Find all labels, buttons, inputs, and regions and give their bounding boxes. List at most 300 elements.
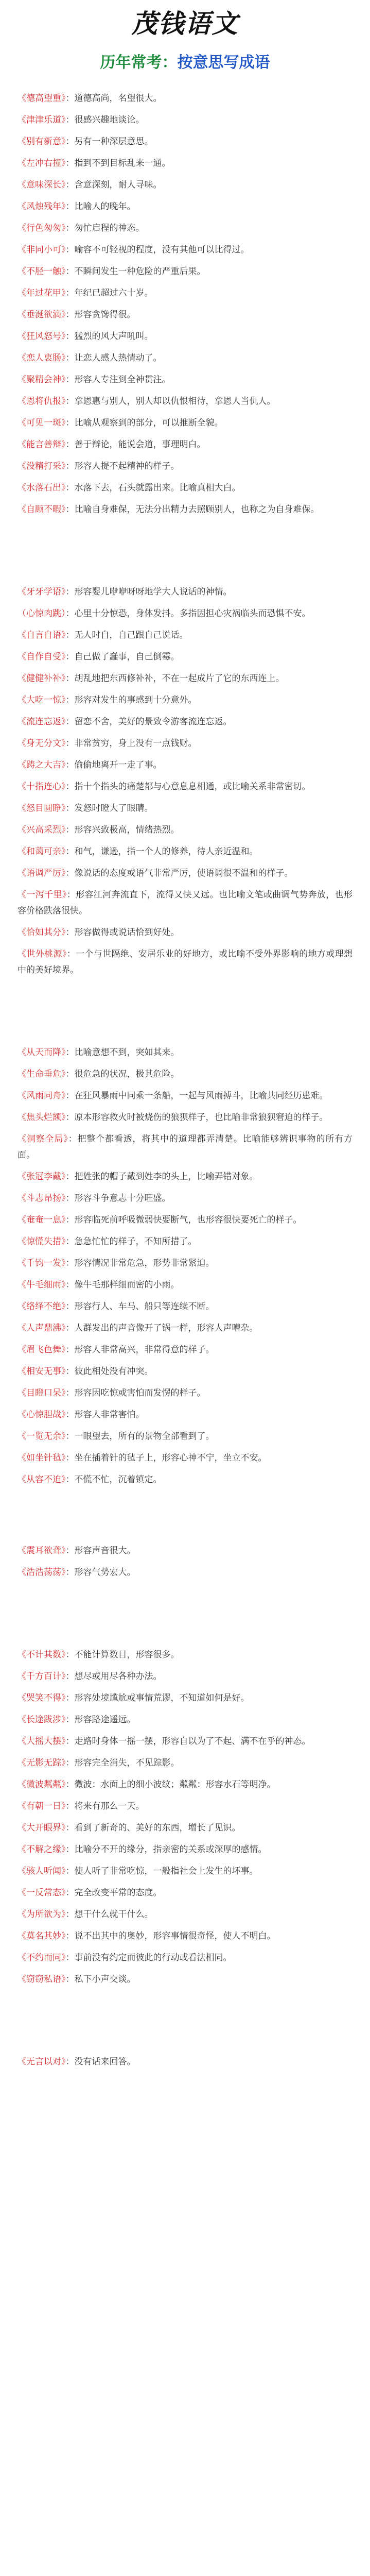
colon: ： [65, 652, 75, 662]
idiom-entry [17, 1669, 353, 1685]
colon: ： [65, 673, 75, 684]
colon: ： [65, 608, 75, 619]
idiom-definition: 使人听了非常吃惊，一般指社会上发生的坏事。 [74, 1866, 258, 1876]
idiom-entry [17, 1907, 353, 1923]
idiom-definition: 像说话的态度或语气非常严厉，使语调很不温和的样子。 [74, 868, 293, 878]
idiom-definition: 形容做得或说话恰到好处。 [74, 927, 180, 938]
idiom-term: 《洞察全局》 [17, 1134, 68, 1144]
colon: ： [65, 1866, 75, 1876]
idiom-term: 《踌之大吉》 [17, 760, 66, 770]
colon: ： [65, 630, 75, 640]
idiom-term: 《张冠李戴》 [17, 1172, 66, 1182]
idiom-definition: 形容对发生的事感到十分意外。 [74, 695, 197, 705]
idiom-term: 《非同小可》 [17, 245, 66, 255]
idiom-entry [17, 1277, 353, 1293]
title-topic: 按意思写成语 [177, 54, 270, 72]
idiom-definition: 形容江河奔流直下，流得又快又远。也比喻文笔或曲调气势奔放，也形容价格跌落很快。 [17, 890, 353, 916]
colon: ： [65, 418, 75, 428]
colon: ： [65, 396, 75, 406]
idiom-entry [17, 221, 353, 236]
idiom-entry [17, 822, 353, 838]
idiom-term: 《自言自语》 [17, 630, 66, 640]
colon: ： [65, 93, 75, 104]
section-spacer [17, 1993, 353, 2054]
idiom-definition: 非常贫穷，身上没有一点钱财。 [74, 738, 197, 749]
idiom-definition: 含意深刻，耐人寻味。 [74, 180, 162, 190]
colon: ： [65, 1823, 75, 1833]
idiom-definition: 原本形容救火时被烧伤的狼狈样子，也比喻非常狼狈窘迫的样子。 [74, 1112, 328, 1123]
colon: ： [65, 1931, 75, 1941]
idiom-definition: 比喻自身难保，无法分出精力去照顾别人，也称之为自身难保。 [74, 504, 320, 515]
idiom-definition: 年纪已超过六十岁。 [74, 288, 153, 298]
colon: ： [65, 1323, 75, 1333]
idiom-term: 《可见一斑》 [17, 418, 66, 428]
idiom-term: 《流连忘返》 [17, 717, 66, 727]
idiom-term: 《左冲右撞》 [17, 158, 66, 168]
idiom-entry [17, 1256, 353, 1272]
colon: ： [68, 1134, 78, 1144]
idiom-entry [17, 1066, 353, 1082]
idiom-term: 《不胫一触》 [17, 266, 66, 277]
idiom-term: 《大摇大摆》 [17, 1736, 66, 1747]
idiom-term: 《生命垂危》 [17, 1069, 66, 1079]
idiom-term: 《长途跋涉》 [17, 1715, 66, 1725]
colon: ： [65, 1280, 75, 1290]
idiom-definition: 想尽或用尽各种办法。 [74, 1671, 162, 1682]
idiom-entry [17, 1820, 353, 1836]
idiom-entry [17, 156, 353, 172]
idiom-entry [17, 1088, 353, 1104]
colon: ： [65, 1091, 75, 1101]
idiom-entry [17, 801, 353, 817]
colon: ： [65, 1888, 75, 1898]
idiom-entry [17, 350, 353, 366]
idiom-entry [17, 887, 353, 919]
colon: ： [65, 223, 75, 233]
idiom-entry [17, 1885, 353, 1901]
idiom-entry [17, 177, 353, 193]
idiom-term: 《聚精会神》 [17, 375, 66, 385]
idiom-term: 《世外桃源》 [17, 949, 67, 959]
colon: ： [65, 717, 75, 727]
idiom-term: 《目瞪口呆》 [17, 1388, 66, 1398]
idiom-entry [17, 1863, 353, 1879]
colon: ： [65, 760, 75, 770]
idiom-term: 《不解之缘》 [17, 1844, 66, 1855]
idiom-entry [17, 584, 353, 600]
idiom-entry [17, 671, 353, 687]
idiom-definition: 水落下去，石头就露出来。比喻真相大白。 [74, 483, 241, 493]
colon: ： [65, 1715, 75, 1725]
idiom-definition: 看到了新奇的、美好的东西，增长了见识。 [74, 1823, 241, 1833]
idiom-definition: 微波：水面上的细小波纹；粼粼：形容水石等明净。 [74, 1780, 276, 1790]
idiom-definition: 把整个都看透，将其中的道理都弄清楚。比喻能够辨识事物的所有方面。 [17, 1134, 353, 1160]
colon: ： [65, 201, 75, 212]
colon: ： [65, 2057, 75, 2067]
page-title [17, 54, 353, 72]
idiom-entry [17, 1429, 353, 1445]
idiom-entry [17, 1110, 353, 1126]
colon: ： [65, 245, 75, 255]
colon: ： [65, 1172, 75, 1182]
idiom-term: 《和蔼可亲》 [17, 846, 66, 857]
colon: ： [65, 1258, 75, 1268]
colon: ： [65, 1974, 75, 1985]
idiom-entry [17, 372, 353, 388]
idiom-term: 《恩将仇报》 [17, 396, 66, 406]
idiom-definition: 私下小声交谈。 [74, 1974, 136, 1985]
idiom-term: 《风雨同舟》 [17, 1091, 66, 1101]
idiom-term: 《兴高采烈》 [17, 825, 66, 835]
idiom-entry [17, 1734, 353, 1750]
idiom-definition: 事前没有约定而彼此的行动或看法相同。 [74, 1953, 232, 1963]
idiom-definition: 形容声音很大。 [74, 1546, 136, 1556]
idiom-entry [17, 925, 353, 941]
idiom-entry [17, 1690, 353, 1706]
idiom-term: 《窃窃私语》 [17, 1974, 66, 1985]
colon: ： [65, 375, 75, 385]
colon: ： [65, 1909, 75, 1920]
idiom-entry [17, 1299, 353, 1315]
colon: ： [65, 1236, 75, 1247]
idiom-definition: 形容斗争意志十分旺盛。 [74, 1193, 171, 1204]
colon: ： [65, 1736, 75, 1747]
idiom-term: 《意味深长》 [17, 180, 66, 190]
idiom-term: 《相安无事》 [17, 1366, 66, 1377]
idiom-definition: 胡乱地把东西修补补，不在一起成片了它的东西连上。 [74, 673, 285, 684]
idiom-entry [17, 1565, 353, 1581]
idiom-term: 《有朝一日》 [17, 1801, 66, 1811]
idiom-definition: 比喻从观察到的部分，可以推断全貌。 [74, 418, 223, 428]
colon: ： [65, 1693, 75, 1703]
idiom-definition: 不慌不忙，沉着镇定。 [74, 1475, 162, 1485]
idiom-definition: 形容气势宏大。 [74, 1567, 136, 1578]
idiom-term: 《如坐针毡》 [17, 1453, 66, 1463]
section-spacer [17, 984, 353, 1045]
idiom-entry [17, 779, 353, 795]
idiom-term: 《千方百计》 [17, 1671, 66, 1682]
idiom-entry [17, 394, 353, 410]
idiom-entry [17, 1320, 353, 1336]
idiom-definition: 说不出其中的奥妙，形容事情很奇怪，使人不明白。 [74, 1931, 276, 1941]
idiom-definition: 形容人专注到全神贯注。 [74, 375, 171, 385]
idiom-entry [17, 1385, 353, 1401]
idiom-term: 《德高望重》 [17, 93, 66, 104]
idiom-definition: 形容行人、车马、船只等连续不断。 [74, 1301, 215, 1312]
idiom-entry [17, 714, 353, 730]
idiom-definition: 形容情况非常危急，形势非常紧迫。 [74, 1258, 215, 1268]
idiom-term: 《骇人听闻》 [17, 1866, 66, 1876]
idiom-term: 《大吃一惊》 [17, 695, 66, 705]
idiom-term: 《一览无余》 [17, 1431, 66, 1442]
colon: ： [65, 1953, 75, 1963]
idiom-entry [17, 1131, 353, 1163]
idiom-term: 《恰如其分》 [17, 927, 66, 938]
idiom-entry [17, 1450, 353, 1466]
idiom-entry [17, 866, 353, 882]
idiom-term: 《十指连心》 [17, 782, 66, 792]
idiom-entry [17, 1712, 353, 1728]
idiom-entry [17, 736, 353, 752]
idiom-definition: 另有一种深层意思。 [74, 137, 153, 147]
idiom-entry [17, 1777, 353, 1793]
colon: ： [65, 137, 75, 147]
idiom-definition: 形容路途遥远。 [74, 1715, 136, 1725]
colon: ： [65, 868, 75, 878]
entry-section [17, 2054, 353, 2070]
idiom-term: 《牙牙学语》 [17, 587, 66, 597]
idiom-definition: 发怒时瞪大了眼睛。 [74, 803, 153, 814]
colon: ： [65, 1801, 75, 1811]
idiom-entry [17, 307, 353, 323]
idiom-entry [17, 415, 353, 431]
idiom-entry [17, 1842, 353, 1858]
idiom-entry [17, 480, 353, 496]
idiom-term: 《自作自受》 [17, 652, 66, 662]
brand-logo: 茂钱语文 [131, 8, 239, 39]
colon: ： [65, 1475, 75, 1485]
idiom-term: 《风烛残年》 [17, 201, 66, 212]
idiom-entry [17, 1928, 353, 1944]
colon: ： [65, 695, 75, 705]
idiom-definition: 自己做了蠢事，自己倒霉。 [74, 652, 180, 662]
idiom-term: 《奄奄一息》 [17, 1215, 66, 1225]
idiom-term: 《津津乐道》 [17, 115, 66, 125]
entry-section [17, 91, 353, 518]
idiom-definition: 喻容不可轻视的程度，没有其他可以比得过。 [74, 245, 250, 255]
idiom-term: 《惊慌失措》 [17, 1236, 66, 1247]
entry-section [17, 1543, 353, 1581]
idiom-definition: 急急忙忙的样子，不知所措了。 [74, 1236, 197, 1247]
idiom-definition: 走路时身体一摇一摆，形容自以为了不起、满不在乎的神态。 [74, 1736, 311, 1747]
colon: ： [65, 331, 75, 342]
colon: ： [65, 1650, 75, 1660]
idiom-definition: 让恋人感人热情动了。 [74, 353, 162, 363]
idiom-definition: 一个与世隔绝、安居乐业的好地方，或比喻不受外界影响的地方或理想中的美好境界。 [17, 949, 353, 975]
idiom-term: 《莫名其妙》 [17, 1931, 66, 1941]
idiom-definition: 完全改变平常的态度。 [74, 1888, 162, 1898]
idiom-entry [17, 1799, 353, 1815]
idiom-entry [17, 1234, 353, 1250]
idiom-definition: 彼此相处没有冲突。 [74, 1366, 153, 1377]
idiom-entry [17, 946, 353, 978]
colon: ： [65, 1193, 75, 1204]
idiom-definition: 不能计算数目，形容很多。 [74, 1650, 180, 1660]
idiom-entry [17, 264, 353, 280]
idiom-definition: 形容因吃惊或害怕而发愣的样子。 [74, 1388, 206, 1398]
idiom-definition: 不瞬间发生一种危险的严重后果。 [74, 266, 206, 277]
section-spacer [17, 523, 353, 584]
section-spacer [17, 1494, 353, 1543]
colon: ： [65, 310, 75, 320]
entry-section [17, 1647, 353, 1988]
idiom-term: 《从天而降》 [17, 1047, 66, 1058]
idiom-term: 《一泻千里》 [17, 890, 67, 900]
idiom-term: 《震耳欲聋》 [17, 1546, 66, 1556]
colon: ： [65, 180, 75, 190]
idiom-entry [17, 1342, 353, 1358]
idiom-definition: 道德高尚，名望很大。 [74, 93, 162, 104]
idiom-term: （心惊肉跳） [17, 608, 66, 619]
colon: ： [65, 1453, 75, 1463]
colon: ： [66, 890, 76, 900]
idiom-definition: 善于辩论，能说会道，事理明白。 [74, 439, 206, 450]
idiom-definition: 形容临死前呼吸微弱快要断气，也形容很快要死亡的样子。 [74, 1215, 302, 1225]
idiom-term: 《无言以对》 [17, 2057, 66, 2067]
colon: ： [65, 587, 75, 597]
idiom-term: 《没精打采》 [17, 461, 66, 471]
colon: ： [65, 1345, 75, 1355]
idiom-definition: 人群发出的声音像开了锅一样，形容人声嘈杂。 [74, 1323, 258, 1333]
idiom-term: 《斗志昂扬》 [17, 1193, 66, 1204]
idiom-term: 《人声鼎沸》 [17, 1323, 66, 1333]
entry-section [17, 584, 353, 978]
idiom-term: 《垂涎欲滴》 [17, 310, 66, 320]
idiom-entry [17, 1972, 353, 1988]
idiom-entry [17, 329, 353, 345]
idiom-term: 《恋人衷肠》 [17, 353, 66, 363]
idiom-definition: 拿恩惠与别人，别人却以仇恨相待，拿恩人当仇人。 [74, 396, 276, 406]
idiom-definition: 匆忙启程的神态。 [74, 223, 145, 233]
idiom-entry [17, 649, 353, 665]
colon: ： [65, 439, 75, 450]
idiom-entry [17, 2054, 353, 2070]
colon: ： [65, 1431, 75, 1442]
idiom-term: 《健健补补》 [17, 673, 66, 684]
idiom-entry [17, 1472, 353, 1488]
entry-sections [17, 91, 353, 2070]
idiom-entry [17, 242, 353, 258]
idiom-term: 《心惊胆战》 [17, 1410, 66, 1420]
idiom-term: 《一反常态》 [17, 1888, 66, 1898]
colon: ： [65, 1366, 75, 1377]
colon: ： [65, 738, 75, 749]
idiom-entry [17, 1407, 353, 1423]
idiom-definition: 无人时自，自己跟自己说话。 [74, 630, 188, 640]
colon: ： [65, 803, 75, 814]
idiom-term: 《年过花甲》 [17, 288, 66, 298]
idiom-term: 《不计其数》 [17, 1650, 66, 1660]
colon: ： [65, 1758, 75, 1768]
colon: ： [65, 1671, 75, 1682]
idiom-term: 《为所欲为》 [17, 1909, 66, 1920]
idiom-definition: 指到不到目标乱来一通。 [74, 158, 171, 168]
idiom-entry [17, 1543, 353, 1559]
colon: ： [65, 1780, 75, 1790]
idiom-definition: 留恋不舍，美好的景致令游客流连忘返。 [74, 717, 232, 727]
idiom-term: 《微波粼粼》 [17, 1780, 66, 1790]
idiom-definition: 形容兴致极高，情绪热烈。 [74, 825, 180, 835]
colon: ： [65, 782, 75, 792]
idiom-definition: 形容贪馋得很。 [74, 310, 136, 320]
idiom-entry [17, 112, 353, 128]
idiom-entry [17, 437, 353, 453]
idiom-entry [17, 757, 353, 773]
title-lead: 历年常考： [100, 54, 178, 72]
colon: ： [65, 1047, 75, 1058]
colon: ： [66, 949, 76, 959]
idiom-definition: 比喻分不开的缘分，指亲密的关系或深厚的感情。 [74, 1844, 267, 1855]
idiom-entry [17, 1755, 353, 1771]
entry-section [17, 1045, 353, 1488]
colon: ： [65, 266, 75, 277]
colon: ： [65, 1388, 75, 1398]
idiom-definition: 比喻人的晚年。 [74, 201, 136, 212]
idiom-term: 《语调严厉》 [17, 868, 66, 878]
colon: ： [65, 158, 75, 168]
colon: ： [65, 825, 75, 835]
idiom-entry [17, 134, 353, 150]
colon: ： [65, 1112, 75, 1123]
idiom-definition: 形容婴儿咿咿呀呀地学大人说话的神情。 [74, 587, 232, 597]
idiom-entry [17, 502, 353, 518]
idiom-definition: 形容人非常害怕。 [74, 1410, 145, 1420]
idiom-term: 《身无分文》 [17, 738, 66, 749]
idiom-term: 《能言善辩》 [17, 439, 66, 450]
colon: ： [65, 1410, 75, 1420]
idiom-definition: 形容人提不起精神的样子。 [74, 461, 180, 471]
idiom-definition: 想干什么就干什么。 [74, 1909, 153, 1920]
colon: ： [65, 1546, 75, 1556]
idiom-entry [17, 91, 353, 107]
colon: ： [65, 1844, 75, 1855]
idiom-definition: 形容完全消失，不见踪影。 [74, 1758, 180, 1768]
idiom-definition: 形容人非常高兴，非常得意的样子。 [74, 1345, 215, 1355]
idiom-term: 《自顾不暇》 [17, 504, 66, 515]
colon: ： [65, 1215, 75, 1225]
idiom-definition: 在狂风暴雨中同乘一条船，一起与风雨搏斗，比喻共同经历患难。 [74, 1091, 328, 1101]
idiom-term: 《怒目圆睁》 [17, 803, 66, 814]
idiom-term: 《浩浩荡荡》 [17, 1567, 66, 1578]
idiom-definition: 和气，谦逊，指一个人的修养，待人亲近温和。 [74, 846, 258, 857]
idiom-entry [17, 844, 353, 860]
idiom-entry [17, 606, 353, 622]
idiom-definition: 比喻意想不到，突如其来。 [74, 1047, 180, 1058]
section-spacer [17, 1586, 353, 1647]
idiom-definition: 心里十分惊恐，身体发抖。多指因担心灾祸临头而恐惧不安。 [74, 608, 311, 619]
idiom-entry [17, 1045, 353, 1061]
colon: ： [65, 353, 75, 363]
idiom-entry [17, 1647, 353, 1663]
idiom-definition: 形容处境尴尬或事情荒谬，不知道如何是好。 [74, 1693, 250, 1703]
idiom-term: 《牛毛细雨》 [17, 1280, 66, 1290]
idiom-definition: 猛烈的风大声吼叫。 [74, 331, 153, 342]
idiom-entry [17, 1169, 353, 1185]
idiom-term: 《焦头烂额》 [17, 1112, 66, 1123]
idiom-entry [17, 1212, 353, 1228]
colon: ： [65, 115, 75, 125]
brand-header [17, 0, 353, 40]
idiom-term: 《大开眼界》 [17, 1823, 66, 1833]
idiom-term: 《别有新意》 [17, 137, 66, 147]
colon: ： [65, 483, 75, 493]
colon: ： [65, 1567, 75, 1578]
colon: ： [65, 288, 75, 298]
idiom-definition: 没有话来回答。 [74, 2057, 136, 2067]
idiom-term: 《从容不迫》 [17, 1475, 66, 1485]
idiom-definition: 把姓张的帽子戴到姓李的头上，比喻弄错对象。 [74, 1172, 258, 1182]
idiom-definition: 坐在插着针的毡子上，形容心神不宁，坐立不安。 [74, 1453, 267, 1463]
idiom-term: 《络绎不绝》 [17, 1301, 66, 1312]
idiom-term: 《眉飞色舞》 [17, 1345, 66, 1355]
colon: ： [65, 1301, 75, 1312]
idiom-definition: 将来有那么一天。 [74, 1801, 145, 1811]
colon: ： [65, 1069, 75, 1079]
idiom-definition: 像牛毛那样细而密的小雨。 [74, 1280, 180, 1290]
colon: ： [65, 504, 75, 515]
idiom-term: 《千钧一发》 [17, 1258, 66, 1268]
idiom-term: 《狂风怒号》 [17, 331, 66, 342]
